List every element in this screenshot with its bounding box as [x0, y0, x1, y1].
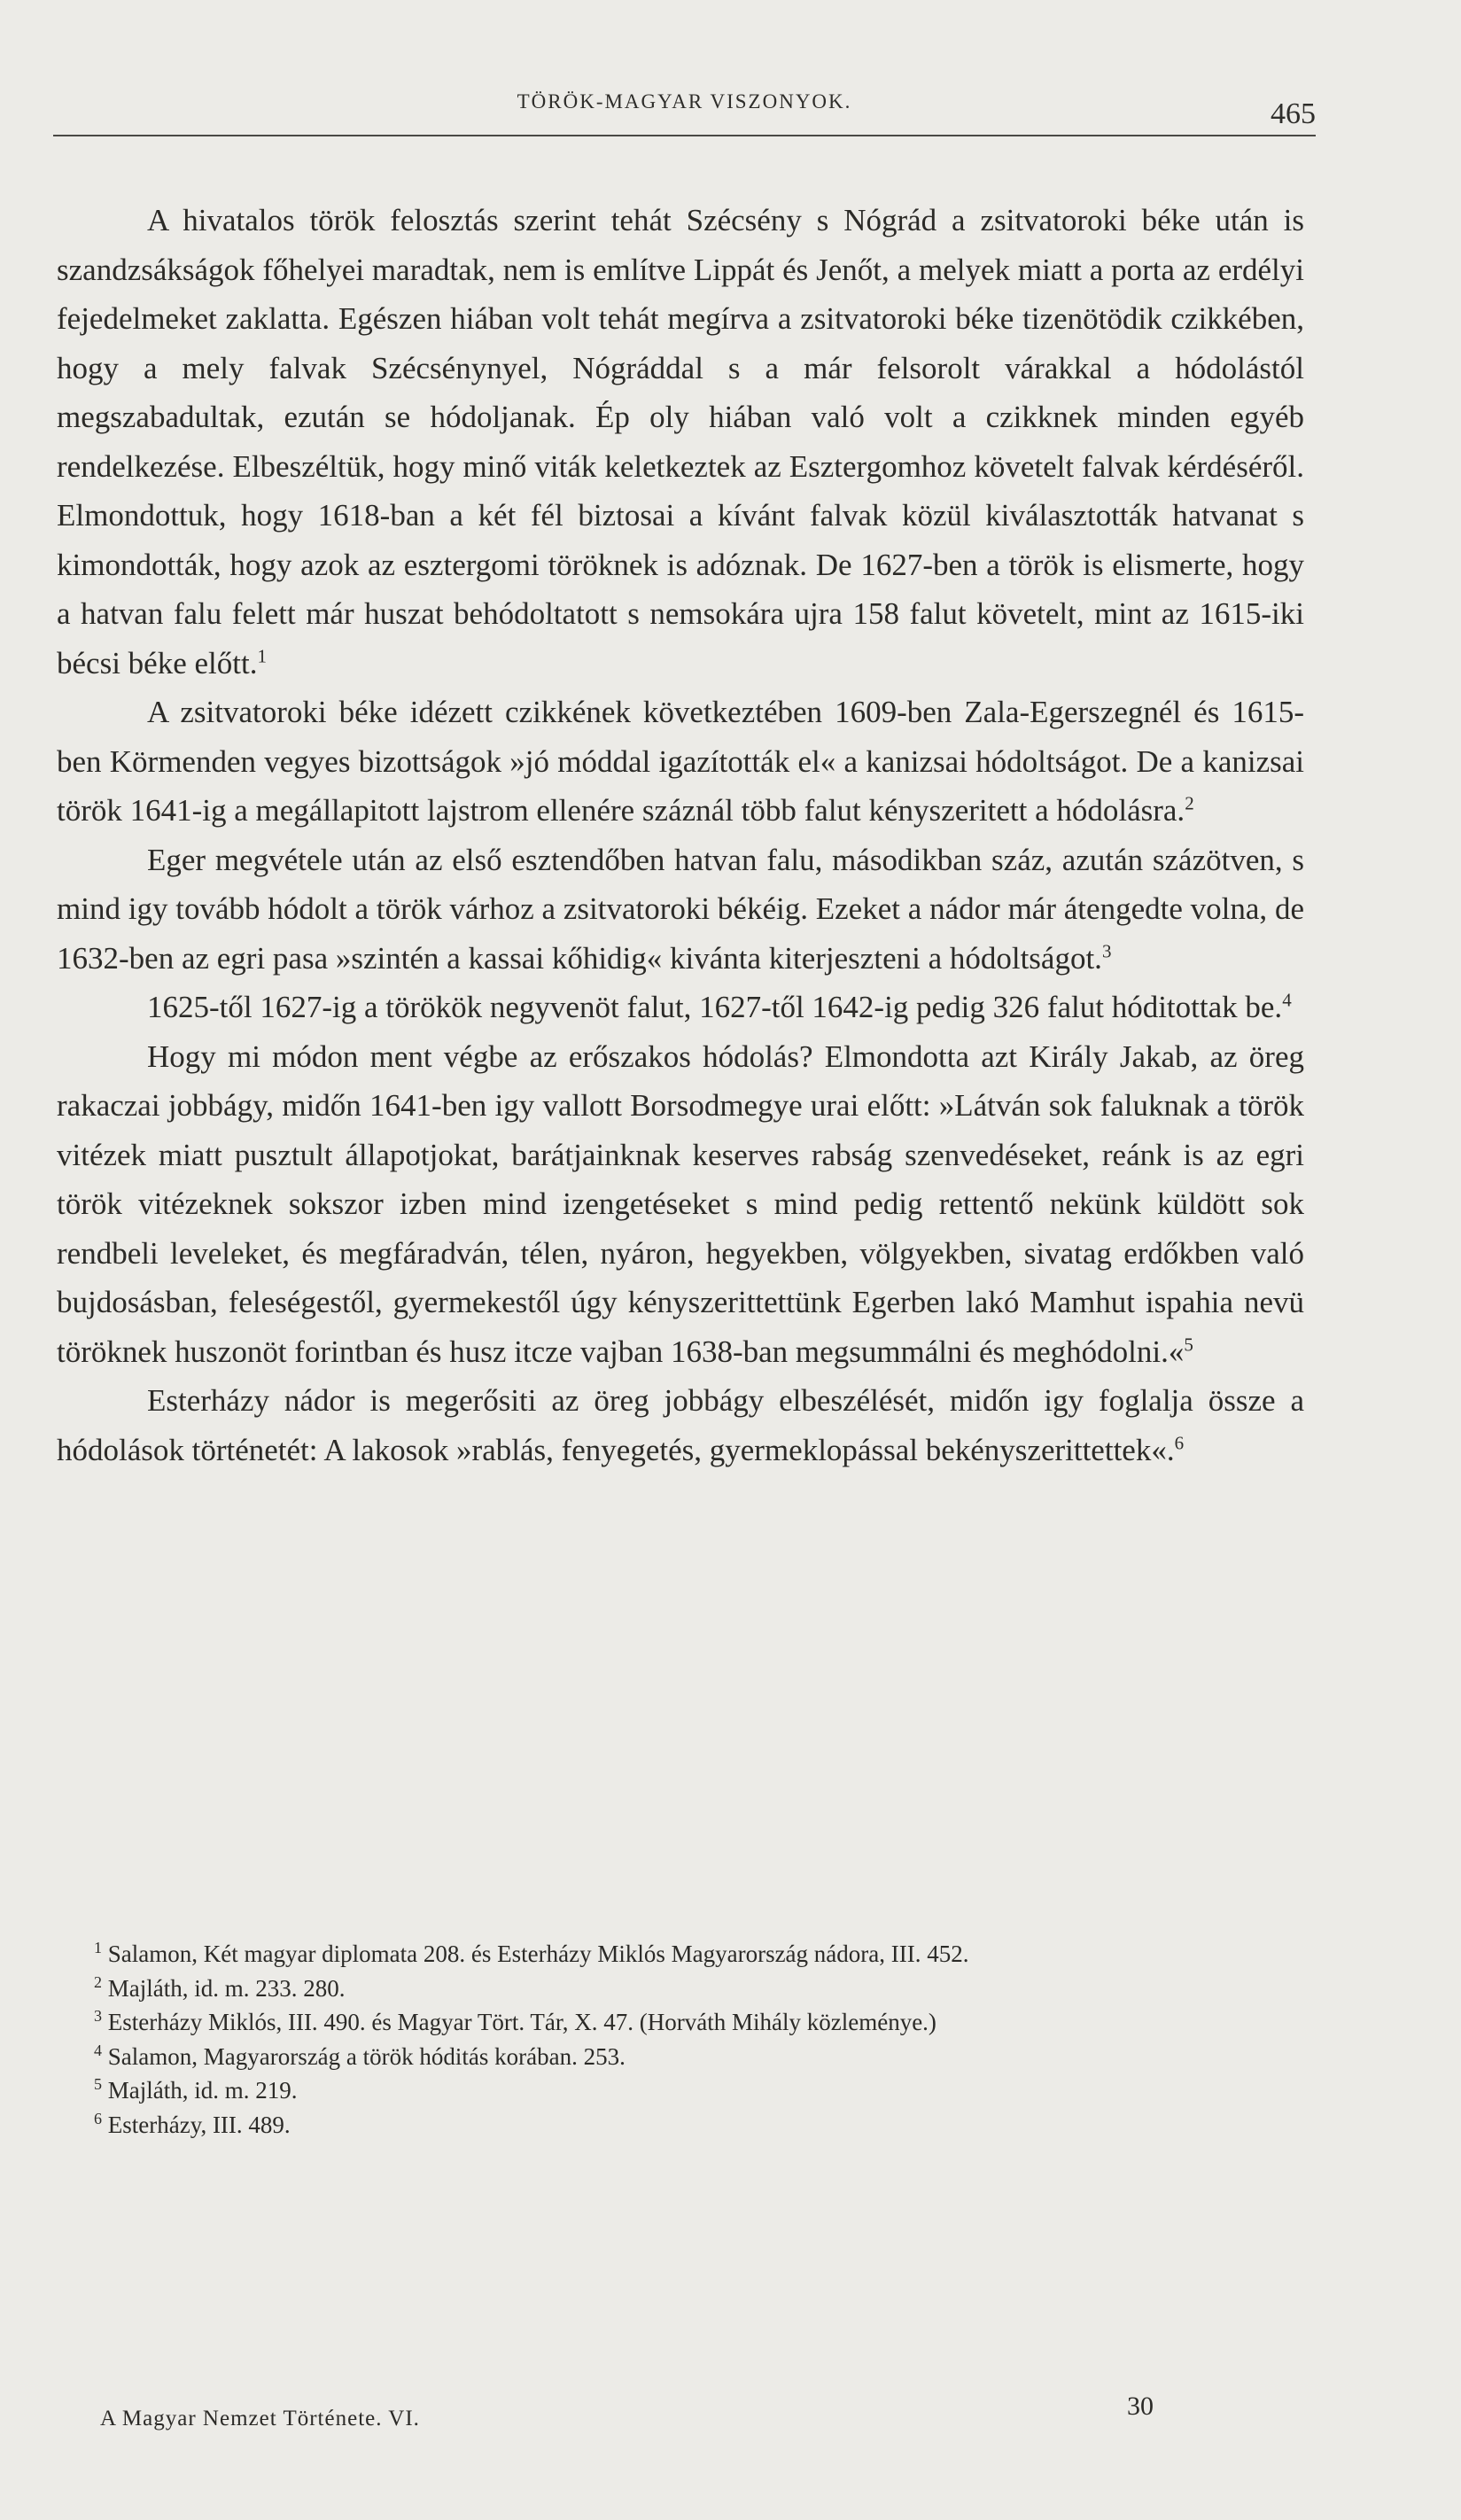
footnote-mark: 2	[94, 1972, 102, 1991]
page-number: 465	[1271, 97, 1316, 130]
sheet-number: 30	[1127, 2392, 1154, 2421]
footnote: $^1$ Salamon, Két magyar diplomata 208. és Esterházy Miklós Magyarország nádora, III. 452.	[94, 1939, 969, 1967]
footnote-ref: 5	[1184, 1333, 1193, 1355]
body-text	[57, 196, 1304, 1474]
footnote: $^6$ Esterházy, III. 489.	[94, 2109, 291, 2138]
footnote: $^3$ Esterházy Miklós, III. 490. és Magyar Tört. Tár, X. 47. (Horváth Mihály közleménye.)	[94, 2007, 936, 2035]
footnote-mark: 1	[94, 1939, 102, 1956]
paragraph: A zsitvatoroki béke idézett czikkének következtében 1609-ben Zala-Egerszegnél és 1615-ben Körmenden vegyes bizottságok »jó móddal igazították el« a kanizsai hódoltságot. De a kanizsai török 1641-ig a megállapitott lajstrom ellenére száznál több falut kényszeritett a hódolásra.$^2$	[57, 695, 1304, 828]
footnote-ref: 1	[257, 644, 267, 666]
footnote-ref: 6	[1174, 1431, 1185, 1453]
footnote-ref: 4	[1282, 989, 1292, 1011]
footnote-mark: 3	[94, 2007, 102, 2025]
book-signature: A Magyar Nemzet Története. VI.	[100, 2407, 420, 2431]
paragraph: Hogy mi módon ment végbe az erőszakos hódolás? Elmondotta azt Király Jakab, az öreg rakaczai jobbágy, midőn 1641-ben igy vallott Borsodmegye urai előtt: »Látván sok faluknak a török vitézek miatt pusztult állapotjokat, barátjainknak keserves rabság szenvedéseket, reánk is az egri török vitézeknek sokszor izben mind izengetéseket s mind pedig rettentő nekünk küldött sok rendbeli leveleket, és megfáradván, télen, nyáron, hegyekben, völgyekben, sivatag erdőkben való bujdosásban, feleségestől, gyermekestől úgy kényszerittettünk Egerben lakó Mamhut ispahia nevü töröknek huszonöt forintban és husz itcze vajban 1638-ban megsummálni és meghódolni.«$^5$	[57, 1038, 1304, 1369]
paragraph: Esterházy nádor is megerősiti az öreg jobbágy elbeszélését, midőn igy foglalja össze a hódolások történetét: A lakosok »rablás, fenyegetés, gyermeklopással bekényszerittettek«.$^6$	[57, 1383, 1304, 1467]
footnote-ref: 3	[1101, 939, 1112, 961]
footnote-mark: 4	[94, 2041, 102, 2059]
paragraph: 1625-től 1627-ig a törökök negyvenöt falut, 1627-től 1642-ig pedig 326 falut hóditottak be.$^4$	[147, 989, 1292, 1024]
paragraph: A hivatalos török felosztás szerint tehát Szécsény s Nógrád a zsitvatoroki béke után is szandzsákságok főhelyei maradtak, nem is említve Lippát és Jenőt, a melyek miatt a porta az erdélyi fejedelmeket zaklatta. Egészen hiában volt tehát megírva a zsitvatoroki béke tizenötödik czikkében, hogy a mely falvak Szécsénynyel, Nógráddal s a már felsorolt várakkal a hódolástól megszabadultak, ezután se hódoljanak. Ép oly hiában való volt a czikknek minden egyéb rendelkezése. Elbeszéltük, hogy minő viták keletkeztek az Esztergomhoz követelt falvak kérdéséről. Elmondottuk, hogy 1618-ban a két fél biztosai a kívánt falvak közül kiválasztották hatvanat s kimondották, hogy azok az esztergomi töröknek is adóznak. De 1627-ben a török is elismerte, hogy a hatvan falu felett már huszat behódoltatott s nemsokára ujra 158 falut követelt, mint az 1615-iki bécsi béke előtt.$^1$	[57, 203, 1304, 681]
running-title: TÖRÖK-MAGYAR VISZONYOK.	[517, 90, 852, 113]
paragraph: Eger megvétele után az első esztendőben hatvan falu, másodikban száz, azután százötven, s mind igy tovább hódolt a török várhoz a zsitvatoroki békéig. Ezeket a nádor már átengedte volna, de 1632-ben az egri pasa »szintén a kassai kőhidig« kivánta kiterjeszteni a hódoltságot.$^3$	[57, 842, 1304, 976]
page-header	[53, 90, 1316, 135]
footnote: $^4$ Salamon, Magyarország a török hóditás korában. 253.	[94, 2041, 626, 2070]
footnote-mark: 5	[94, 2075, 102, 2093]
header-rule	[53, 135, 1316, 136]
footnote: $^5$ Majláth, id. m. 219.	[94, 2075, 298, 2104]
footnote: $^2$ Majláth, id. m. 233. 280.	[94, 1972, 346, 2002]
footnote-ref: 2	[1185, 792, 1194, 814]
footnote-mark: 6	[94, 2109, 102, 2127]
footnotes	[57, 1937, 1304, 2142]
